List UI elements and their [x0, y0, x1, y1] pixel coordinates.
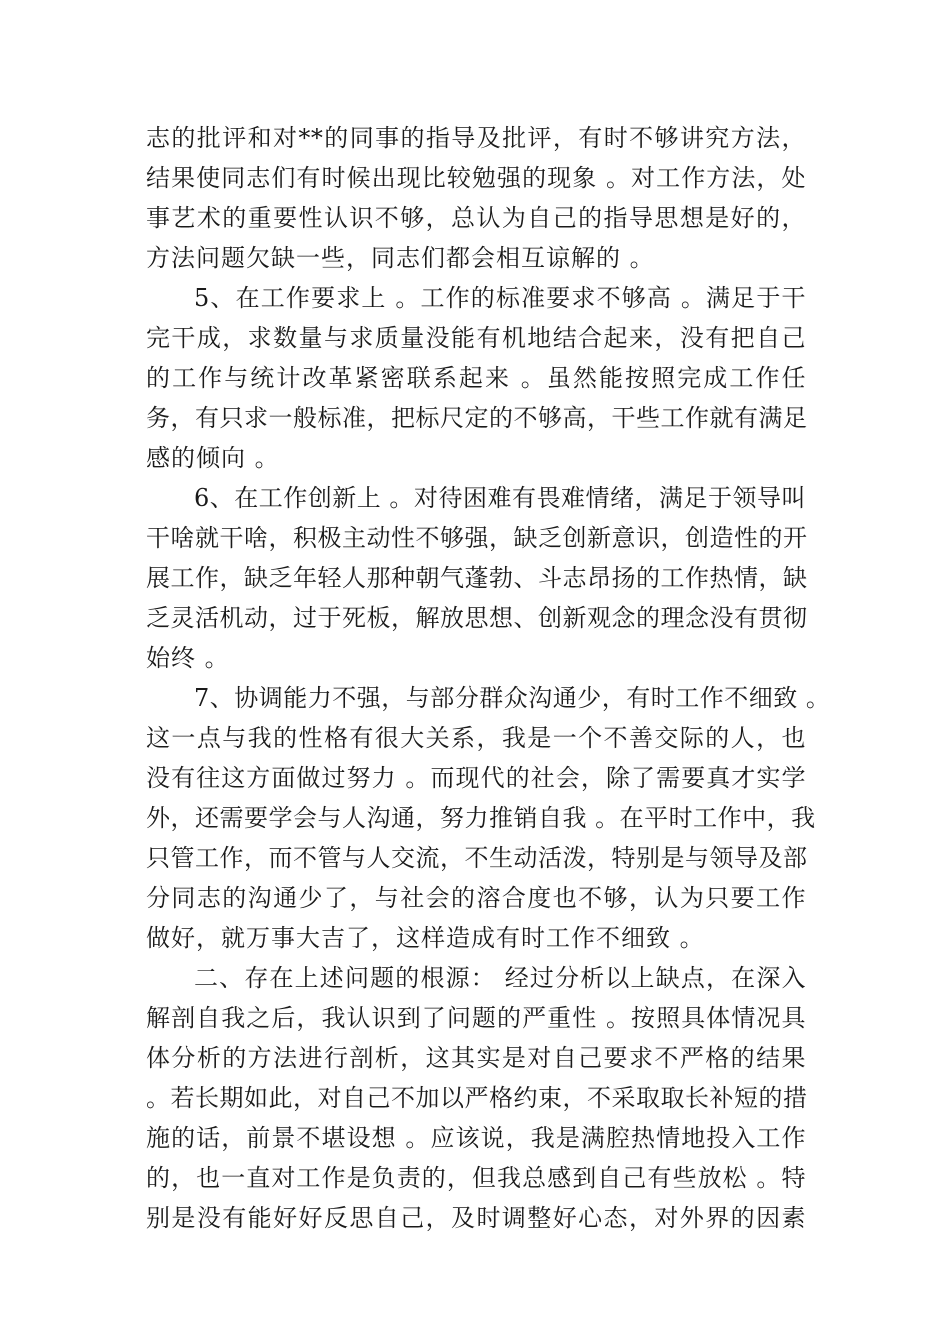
text-line: 结果使同志们有时候出现比较勉强的现象 。对工作方法，处	[146, 164, 806, 192]
text-line: 感的倾向 。	[146, 444, 280, 472]
text-line: 展工作，缺乏年轻人那种朝气蓬勃、斗志昂扬的工作热情，缺	[146, 564, 808, 592]
text-line: 始终 。	[146, 644, 230, 672]
text-line: 的，也一直对工作是负责的，但我总感到自己有些放松 。特	[146, 1164, 806, 1192]
text-line: 干啥就干啥，积极主动性不够强，缺乏创新意识，创造性的开	[146, 524, 808, 552]
text-line: 解剖自我之后，我认识到了问题的严重性 。按照具体情况具	[146, 1004, 806, 1032]
text-line: 7、协调能力不强，与部分群众沟通少，有时工作不细致 。	[194, 684, 831, 712]
text-line: 的工作与统计改革紧密联系起来 。虽然能按照完成工作任	[146, 364, 806, 392]
text-line: 别是没有能好好反思自己，及时调整好心态，对外界的因素	[146, 1204, 806, 1232]
text-line: 做好，就万事大吉了，这样造成有时工作不细致 。	[146, 924, 705, 952]
text-line: 。若长期如此，对自己不加以严格约束，不采取取长补短的措	[146, 1084, 808, 1112]
text-line: 施的话，前景不堪设想 。应该说，我是满腔热情地投入工作	[146, 1124, 806, 1152]
text-line: 这一点与我的性格有很大关系，我是一个不善交际的人，也	[146, 724, 806, 752]
text-line: 没有往这方面做过努力 。而现代的社会，除了需要真才实学	[146, 764, 806, 792]
text-line: 5、在工作要求上 。工作的标准要求不够高 。满足于干	[194, 284, 806, 312]
text-line: 志的批评和对**的同事的指导及批评，有时不够讲究方法，	[146, 124, 806, 152]
text-line: 完干成，求数量与求质量没能有机地结合起来，没有把自己	[146, 324, 806, 352]
text-line: 外，还需要学会与人沟通，努力推销自我 。在平时工作中，我	[146, 804, 816, 832]
text-line: 事艺术的重要性认识不够，总认为自己的指导思想是好的，	[146, 204, 806, 232]
text-line: 体分析的方法进行剖析，这其实是对自己要求不严格的结果	[146, 1044, 806, 1072]
text-line: 方法问题欠缺一些，同志们都会相互谅解的 。	[146, 244, 655, 272]
text-line: 分同志的沟通少了，与社会的溶合度也不够，认为只要工作	[146, 884, 806, 912]
text-line: 只管工作，而不管与人交流，不生动活泼，特别是与领导及部	[146, 844, 808, 872]
text-line: 务，有只求一般标准，把标尺定的不够高，干些工作就有满足	[146, 404, 808, 432]
text-line: 6、在工作创新上 。对待困难有畏难情绪，满足于领导叫	[194, 484, 806, 512]
text-line: 二、存在上述问题的根源： 经过分析以上缺点，在深入	[194, 964, 806, 992]
text-line: 乏灵活机动，过于死板，解放思想、创新观念的理念没有贯彻	[146, 604, 808, 632]
